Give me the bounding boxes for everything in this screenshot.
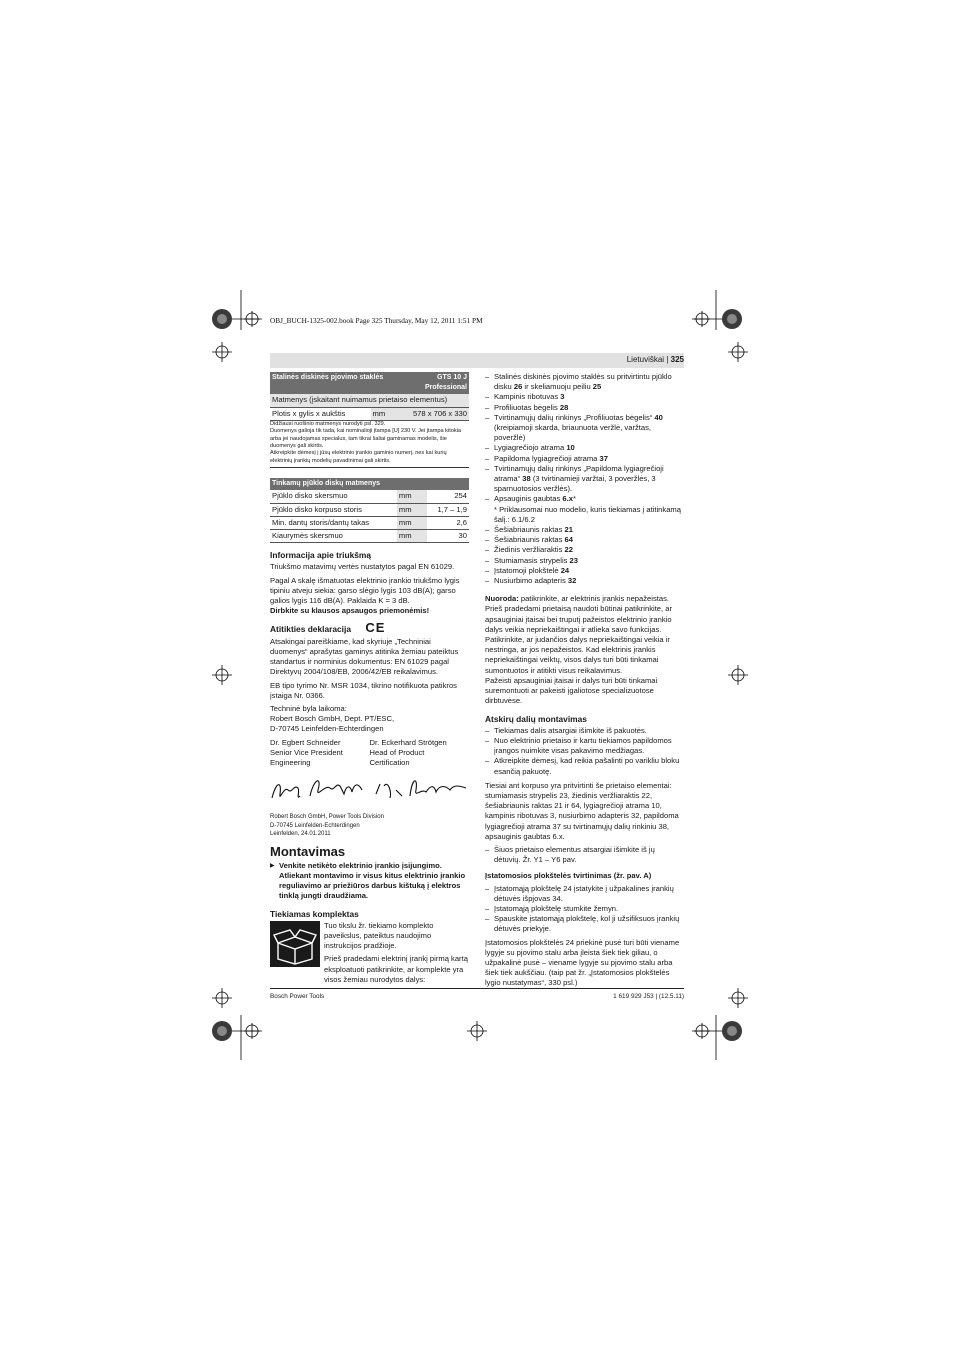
conformity-heading-text: Atitikties deklaracija (270, 624, 351, 635)
noise-p2: Pagal A skalę išmatuotas elektrinio įrankio triukšmo lygis tipiniu atveju siekia: garso slėgio lygis 103 dB(A); garso galios lygis 116 dB(A). Paklaida K = 3 dB. (270, 575, 460, 606)
disc-row-value: 30 (427, 530, 469, 543)
conformity-heading (270, 620, 469, 636)
disc-table (270, 478, 469, 543)
warning-rest: Atliekant montavimo ir visus kitus elektrinio įrankio reguliavimo ar priežiūros darbus kištuką į elektros tinklą jungti draudžiama. (279, 870, 466, 901)
techfile-line: D-70745 Leinfelden-Echterdingen (270, 724, 384, 734)
nuoroda-text-2: Pažeisti apsauginiai įtaisai ir dalys turi būti tinkamai suremontuoti ar pakeisti įgaliotose specializuotose dirbtuvėse. (485, 675, 658, 706)
list-item: – Apsauginis gaubtas 6.x* * Priklausomai nuo modelio, kuris tiekiamas į atitinkamą šalį.: 6.1/6.2 (485, 494, 683, 525)
list-item: – Nusiurbimo adapteris 32 (485, 576, 683, 586)
list-item: – Žiedinis veržliaraktis 22 (485, 545, 683, 555)
list-item: – Tvirtinamųjų dalių rinkinys „Profiliuotas bėgelis“ 40 (kreipiamoji skarda, briaunuota veržlė, varžtas, poveržlė) (485, 413, 683, 444)
address-line: Leinfelden, 24.01.2011 (270, 831, 331, 838)
conformity-p1: Atsakingai pareiškiame, kad skyriuje „Techniniai duomenys“ aprašytas gaminys atitinka žemiau pateiktus standartus ir norminius dokumentus: EN 61029 pagal Direktyvų 2004/108/EB, 2006/42/EB reikalavimus. (270, 636, 459, 677)
list-item: – Šešiabriaunis raktas 21 (485, 525, 683, 535)
disc-row-label: Kiaurymės skersmuo (270, 530, 397, 543)
kit-p1: Tuo tikslu žr. tiekiamo komplekto paveikslus, pateiktus naudojimo instrukcijos pradžioje. (324, 920, 434, 951)
parts-list (485, 372, 683, 586)
footer-right: 1 619 929 J53 | (12.5.11) (613, 993, 684, 1000)
ce-mark-icon: CE (365, 620, 386, 636)
print-slug: OBJ_BUCH-1325-002.book Page 325 Thursday, May 12, 2011 1:51 PM (270, 316, 483, 325)
list-item: – Profiliuotas bėgelis 28 (485, 403, 683, 413)
address-line: Robert Bosch GmbH, Power Tools Division (270, 814, 384, 821)
address-block (270, 813, 469, 838)
montavimas-heading: Montavimas (270, 843, 346, 859)
plate-list (485, 884, 683, 935)
signatory-name: Dr. Eckerhard Strötgen (369, 737, 447, 747)
assembly-warning (270, 861, 469, 902)
list-item: – Įstatomąją plokštelę 24 įstatykite į užpakalines įrankių dėtuvės išpjovas 34. (485, 884, 683, 904)
separate-parts-list-2 (485, 845, 683, 865)
signatory-title: Senior Vice President (270, 747, 343, 757)
address-line: D-70745 Leinfelden-Echterdingen (270, 822, 360, 829)
footer-rule (270, 988, 684, 989)
disc-row-value: 1,7 – 1,9 (427, 503, 469, 516)
separate-parts-list (485, 726, 683, 777)
list-item: – Tvirtinamųjų dalių rinkinys „Papildoma lygiagrečioji atrama“ 38 (3 tvirtinamieji varžtai, 3 poveržlės, 3 sparnuotosios veržlės). (485, 464, 683, 495)
disc-table-title: Tinkamų pjūklo diskų matmenys (270, 478, 469, 490)
disc-row-label: Pjūklo disko korpuso storis (270, 503, 397, 516)
page-number: 325 (670, 355, 684, 364)
table-row (270, 530, 469, 543)
list-item: – Stumiamasis strypelis 23 (485, 556, 683, 566)
list-item: – Atkreipkite dėmesį, kad reikia pašalinti po varikliu bloku esančią pakuotę. (485, 756, 683, 776)
disc-row-unit: mm (397, 490, 427, 503)
list-item: – Spauskite įstatomąją plokštelę, kol ji užsifiksuos įrankių dėtuvės priekyje. (485, 914, 683, 934)
signatory-name: Dr. Egbert Schneider (270, 737, 341, 747)
model-line-2: Professional (424, 384, 467, 392)
spec-note-3: Atkreipkite dėmesį į jūsų elektrinio įrankio gaminio numerį, nes kai kurių elektrinių įrankių modelių pavadinimai gali skirtis. (270, 450, 447, 464)
header-language: Lietuviškai (626, 355, 665, 364)
parts-footnote: * Priklausomai nuo modelio, kuris tiekiamas į atitinkamą šalį.: 6.1/6.2 (494, 504, 681, 524)
spec-row-label: Plotis x gylis x aukštis (270, 407, 371, 420)
table-row (270, 503, 469, 516)
separate-parts-paragraph: Tiesiai ant korpuso yra pritvirtinti še prietaiso elementai: stumiamasis strypelis 23, žiedinis veržliaraktis 22, šešiabriaunis raktas 21 ir 64, lygiagrečioji atrama 10, kampinis ribotuvas 3, nusiurbimo adapteris 32, papildoma lygiagrečioji atrama 37 su tvirtinamųjų dalių rinkiniu 38, apsauginis gaubtas 6.x. (485, 780, 679, 841)
open-box-icon (270, 921, 320, 967)
signatory-left (270, 738, 370, 769)
spec-row-value: 578 x 706 x 330 (401, 407, 469, 420)
spec-row-unit: mm (371, 407, 401, 420)
list-item: – Lygiagrečiojo atrama 10 (485, 443, 683, 453)
signatory-title: Head of Product (369, 747, 425, 757)
signatory-dept: Certification (369, 757, 410, 767)
signatory-right (370, 738, 470, 769)
plate-heading: Įstatomosios plokštelės tvirtinimas (žr. pav. A) (485, 871, 652, 881)
separate-parts-heading: Atskirų dalių montavimas (485, 713, 587, 724)
spec-divider (270, 467, 469, 468)
conformity-p3 (270, 704, 469, 735)
handwritten-signatures-icon (270, 772, 469, 806)
spec-table (270, 372, 469, 421)
signatory-dept: Engineering (270, 757, 311, 767)
disc-row-label: Pjūklo disko skersmuo (270, 490, 397, 503)
list-item: – Įstatomąją plokštelę stumkite žemyn. (485, 904, 683, 914)
disc-row-label: Min. dantų storis/dantų takas (270, 516, 397, 529)
list-item-continuation: – Nuo elektrinio prietaiso ir kartu tiekiamos papildomos įrangos nuimkite visas pakavimo medžiagas. (485, 736, 683, 756)
noise-heading: Informacija apie triukšmą (270, 550, 372, 561)
list-item: – Įstatomoji plokštelė 24 (485, 566, 683, 576)
list-item: – Tiekiamas dalis atsargiai išimkite iš pakuotės. (485, 726, 683, 736)
kit-heading: Tiekiamas komplektas (270, 908, 359, 919)
disc-row-value: 2,6 (427, 516, 469, 529)
spec-table-title: Stalinės diskinės pjovimo staklės (270, 372, 401, 394)
list-item: – Šešiabriaunis raktas 64 (485, 535, 683, 545)
disc-row-unit: mm (397, 503, 427, 516)
noise-p1: Triukšmo matavimų vertės nustatytos pagal EN 61029. (270, 562, 455, 572)
warning-line-1: Venkite netikėto elektrinio įrankio įsijungimo. (279, 860, 442, 870)
nuoroda-paragraph (485, 594, 683, 706)
spec-note-2: Duomenys galioja tik tada, kai nominalioji įtampa [U] 230 V. Jei įtampa kitokia arba jei naudojamas specialus, tam tikrai šaliai gaminamas modelis, šie duomenys gali skirtis. (270, 428, 462, 450)
header-bar (270, 353, 684, 368)
spec-table-model (401, 372, 469, 394)
kit-text (324, 921, 469, 988)
spec-note-1: Didžiausi ruošinio matmenys nurodyti psl. 329. (270, 420, 386, 427)
signatories (270, 738, 469, 769)
disc-row-value: 254 (427, 490, 469, 503)
nuoroda-text: patikrinkite, ar elektrinis įrankis nepažeistas. Prieš pradedami prietaisą naudoti būtinai patikrinkite, ar apsauginiai įtaisai bei truputį pažeistos elektrinio įrankio dalys veikia nepriekaištingai ir atlieka savo funkcijas. Patikrinkite, ar judančios dalys nepriekaištingai veikia ir nestringa, ar jos nepažeistos. Kad elektrinis įrankis nepriekaištingai veiktų, visos dalys turi būti tinkamai sumontuotos ir atitikti visus reikalavimus. (485, 594, 672, 675)
model-line-1: GTS 10 J (437, 374, 467, 381)
table-row (270, 490, 469, 503)
plate-paragraph: Įstatomosios plokštelės 24 priekinė pusė turi būti viename lygyje su pjovimo stalu arba įleista šiek tiek giliau, o užpakalinė pusė – viename lygyje su pjovimo stalu arba šiek tiek aukščiau. (taip pat žr. „Įstatomosios plokštelės lygio nustatymas“, 330 psl.) (485, 937, 680, 988)
list-item: – Kampinis ribotuvas 3 (485, 392, 683, 402)
list-item: – Stalinės diskinės pjovimo staklės su pritvirtintu pjūklo disku 26 ir skeliamuoju peiliu 25 (485, 372, 683, 392)
noise-warning: Dirbkite su klausos apsaugos priemonėmis! (270, 606, 430, 616)
list-item: – Šiuos prietaiso elementus atsargiai išimkite iš jų dėtuvių. Žr. Y1 – Y6 pav. (485, 845, 683, 865)
techfile-line: Techninė byla laikoma: (270, 703, 347, 713)
left-column (270, 372, 469, 988)
disc-row-unit: mm (397, 530, 427, 543)
spec-subtitle: Matmenys (įskaitant nuimamus prietaiso elementus) (270, 394, 469, 407)
disc-row-unit: mm (397, 516, 427, 529)
footer-left: Bosch Power Tools (270, 993, 325, 1000)
nuoroda-label: Nuoroda: (485, 594, 519, 604)
header-separator: | (666, 355, 669, 364)
table-row (270, 516, 469, 529)
techfile-line: Robert Bosch GmbH, Dept. PT/ESC, (270, 714, 395, 724)
kit-p2: Prieš pradedami elektrinį įrankį pirmą kartą eksploatuoti patikrinkite, ar komplekte yra visos žemiau nurodytos dalys: (324, 954, 468, 984)
conformity-p2: EB tipo tyrimo Nr. MSR 1034, tikrino notifikuota patikros įstaiga Nr. 0366. (270, 680, 457, 700)
page-header (627, 355, 684, 364)
right-column (485, 372, 683, 992)
list-item: – Papildoma lygiagrečioji atrama 37 (485, 454, 683, 464)
kit-block (270, 921, 469, 988)
